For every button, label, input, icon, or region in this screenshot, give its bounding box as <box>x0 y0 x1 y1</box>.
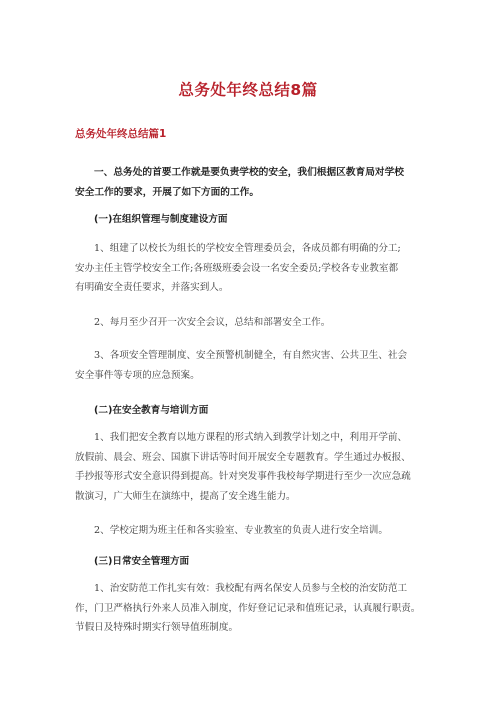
document-title: 总务处年终总结8篇 <box>178 81 318 99</box>
paragraph-3: 3、各项安全管理制度、安全预警机制健全，有自然灾害、公共卫生、社会 安全事件等专项的应急预案。 <box>75 350 408 381</box>
subheading-daily-management: (三)日常安全管理方面 <box>94 556 190 567</box>
intro-paragraph: 一、总务处的首要工作就是要负责学校的安全，我们根据区教育局对学校 安全工作的要求，开展了如下方面的工作。 <box>75 167 404 198</box>
paragraph-6: 1、治安防范工作扎实有效：我校配有两名保安人员参与全校的治安防范工 作，门卫严格执行外来人员准入制度，作好登记记录和值班记录，认真履行职责。 节假日及特殊时期实行领导值班制度。 <box>75 583 421 633</box>
paragraph-5: 2、学校定期为班主任和各实验室、专业教室的负责人进行安全培训。 <box>94 525 388 536</box>
paragraph-1: 1、组建了以校长为组长的学校安全管理委员会，各成员都有明确的分工; 安办主任主管学校安全工作;各班级班委会设一名安全委员;学校各专业教室都 有明确安全责任要求，并落实到人。 <box>75 243 401 293</box>
paragraph-2: 2、每月至少召开一次安全会议，总结和部署安全工作。 <box>94 317 331 328</box>
paragraph-4: 1、我们把安全教育以地方课程的形式纳入到教学计划之中，利用开学前、 放假前、晨会、班会、国旗下讲话等时间开展安全专题教育。学生通过办板报、 手抄报等形式安全意识得到提高。针对突发事件我校每学期进行至少一次应急疏 散演习，广大师生在演练中，提高了安全逃生能力。 <box>75 432 411 502</box>
section-title: 总务处年终总结篇1 <box>75 128 167 140</box>
subheading-organization: (一)在组织管理与制度建设方面 <box>94 214 228 225</box>
subheading-education: (二)在安全教育与培训方面 <box>94 405 209 416</box>
